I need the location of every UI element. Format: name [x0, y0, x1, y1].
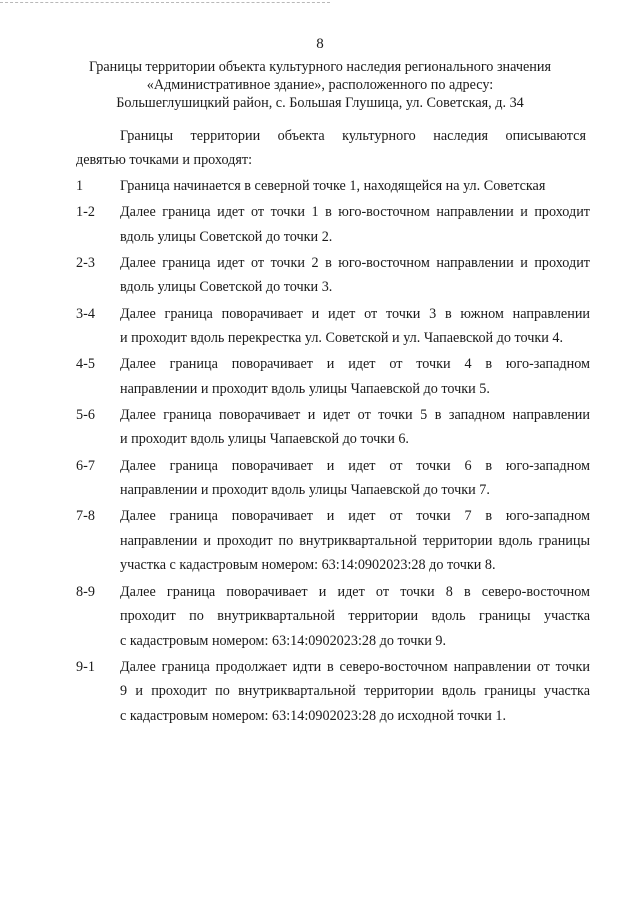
boundary-segments-list [76, 174, 590, 730]
segment-description [120, 504, 590, 578]
segment-description-line: с кадастровым номером: 63:14:0902023:28 до точки 9. [120, 632, 447, 649]
segment-description-line: Далее граница поворачивает и идет от точки 6 в юго-западном [120, 457, 590, 474]
segment-description [120, 200, 590, 249]
segment-description [120, 352, 590, 401]
segment-description-line: Далее граница поворачивает и идет от точки 5 в западном направлении [120, 406, 590, 423]
title-line-3: Большеглушицкий район, с. Большая Глушица, ул. Советская, д. 34 [116, 95, 524, 111]
segment-description [120, 454, 590, 503]
segment-description-line: вдоль улицы Советской до точки 3. [120, 279, 333, 296]
segment-description-line: проходит по внутриквартальной территории вдоль границы участка [120, 608, 590, 624]
segment-description-line: и проходит вдоль перекрестка ул. Советской и ул. Чапаевской до точки 4. [120, 330, 564, 347]
segment-description-line: 9 и проходит по внутриквартальной территории вдоль границы участка [120, 683, 590, 700]
segment-description-line: Граница начинается в северной точке 1, находящейся на ул. Советская [120, 178, 546, 194]
segment-code: 1-2 [76, 204, 95, 221]
boundary-segment [76, 302, 590, 351]
segment-code: 3-4 [76, 305, 95, 322]
boundary-segment [76, 352, 590, 401]
segment-code: 7-8 [76, 508, 95, 525]
page-number: 8 [316, 36, 324, 52]
segment-description-line: направлении и проходит по внутриквартальной территории вдоль границы [120, 532, 590, 549]
segment-description-line: Далее граница поворачивает и идет от точки 7 в юго-западном [120, 508, 590, 525]
intro-line-1: Границы территории объекта культурного наследия описываются [120, 128, 586, 144]
boundary-segment [76, 251, 590, 300]
segment-description [120, 302, 590, 351]
segment-code: 8-9 [76, 583, 95, 600]
segment-code: 6-7 [76, 457, 95, 474]
segment-description-line: вдоль улицы Советской до точки 2. [120, 228, 333, 245]
title-line-2: «Административное здание», расположенного по адресу: [146, 77, 494, 93]
segment-description-line: направлении и проходит вдоль улицы Чапаевской до точки 5. [120, 380, 490, 397]
title-line-1: Границы территории объекта культурного наследия регионального значения [88, 59, 552, 75]
segment-code: 1 [76, 178, 84, 194]
segment-description-line: Далее граница поворачивает и идет от точки 4 в юго-западном [120, 356, 590, 373]
segment-description-line: Далее граница продолжает идти в северо-восточном направлении от точки [120, 658, 590, 675]
segment-description-line: Далее граница идет от точки 2 в юго-восточном направлении и проходит [120, 254, 590, 271]
boundary-segment [76, 174, 590, 199]
boundary-segment [76, 655, 590, 729]
segment-code: 2-3 [76, 254, 95, 271]
boundary-segment [76, 200, 590, 249]
segment-description-line: Далее граница идет от точки 1 в юго-восточном направлении и проходит [120, 204, 590, 221]
intro-paragraph [76, 124, 586, 172]
segment-description-line: направлении и проходит вдоль улицы Чапаевской до точки 7. [120, 482, 490, 499]
segment-code: 4-5 [76, 356, 95, 373]
segment-description [120, 403, 590, 452]
segment-description [120, 655, 590, 729]
boundary-segment [76, 403, 590, 452]
document-title [60, 58, 580, 112]
boundary-segment [76, 454, 590, 503]
segment-description [120, 580, 590, 654]
boundary-segment [76, 580, 590, 654]
segment-description-line: Далее граница поворачивает и идет от точки 3 в южном направлении [120, 305, 590, 322]
segment-description-line: с кадастровым номером: 63:14:0902023:28 до исходной точки 1. [120, 707, 507, 724]
segment-description-line: Далее граница поворачивает и идет от точки 8 в северо-восточном [120, 583, 590, 600]
scan-artifact-line [0, 2, 330, 3]
segment-description [120, 251, 590, 300]
segment-description [120, 174, 590, 199]
segment-code: 9-1 [76, 658, 95, 675]
segment-description-line: и проходит вдоль улицы Чапаевской до точки 6. [120, 431, 409, 448]
segment-code: 5-6 [76, 406, 95, 423]
intro-line-2: девятью точками и проходят: [76, 152, 253, 168]
boundary-segment [76, 504, 590, 578]
segment-description-line: участка с кадастровым номером: 63:14:0902023:28 до точки 8. [120, 557, 496, 574]
